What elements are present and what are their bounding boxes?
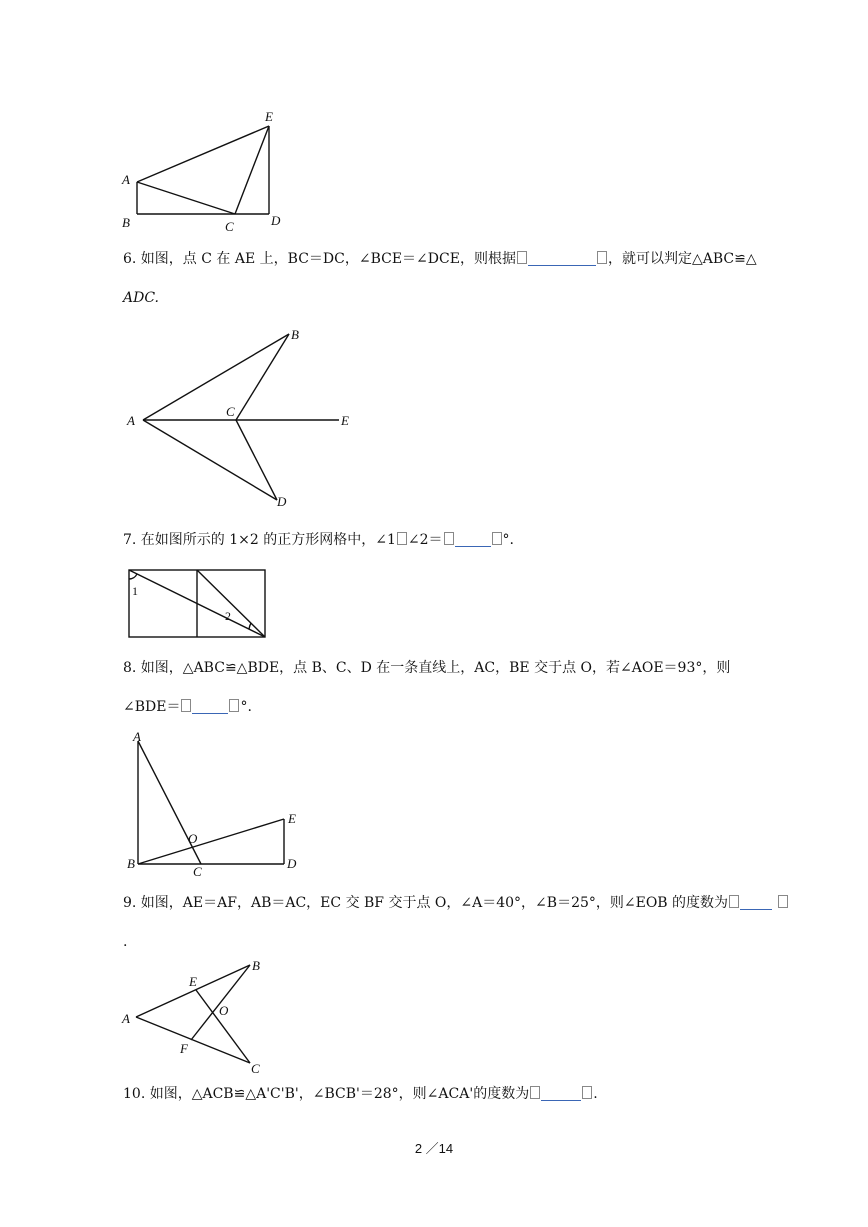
diagonal-short [197, 570, 265, 637]
question-8 [123, 658, 730, 678]
question-10 [123, 1084, 598, 1104]
missing-glyph-box [582, 1086, 592, 1099]
label-a: A [122, 1011, 130, 1026]
q7-answer-blank[interactable] [455, 531, 491, 547]
angle-1-arc [129, 574, 137, 579]
figure-q8 [123, 728, 313, 878]
q8-text-b: ∠BDE＝ [123, 699, 181, 715]
q6-text-b: ，就可以判定△ABC≌△ [607, 251, 757, 267]
missing-glyph-box [530, 1086, 540, 1099]
question-8-cont [123, 697, 252, 717]
label-b: B [122, 215, 130, 230]
missing-glyph-box [778, 895, 788, 908]
segment-ae [137, 126, 269, 182]
label-b: B [127, 856, 135, 871]
angle-2-arc [249, 623, 251, 629]
figure-q7 [123, 565, 273, 645]
label-f: F [180, 1041, 188, 1056]
label-c: C [226, 404, 235, 419]
segment-ab [143, 334, 289, 420]
label-o: O [219, 1003, 229, 1018]
missing-glyph-box [597, 251, 607, 264]
label-o: O [188, 831, 198, 846]
q6-text-a: 6. 如图，点 C 在 AE 上，BC＝DC，∠BCE＝∠DCE，则根据 [123, 251, 516, 267]
missing-glyph-box [181, 699, 191, 712]
question-9-cont [123, 932, 127, 952]
q9-answer-blank[interactable] [740, 894, 772, 910]
label-e: E [265, 109, 273, 124]
segment-ce [235, 126, 269, 214]
q10-text-b: . [593, 1086, 598, 1102]
q9-text-a: 9. 如图，AE＝AF，AB＝AC，EC 交 BF 交于点 O，∠A＝40°，∠B＝25°，则∠EOB 的度数为 [123, 895, 729, 911]
q10-text-a: 10. 如图，△ACB≌△A'C'B'，∠BCB'＝28°，则∠ACA'的度数为 [123, 1086, 530, 1102]
label-a: A [127, 413, 135, 428]
question-7 [123, 530, 514, 550]
label-c: C [251, 1061, 260, 1076]
q8-text-c: °. [240, 699, 252, 715]
label-a: A [122, 172, 130, 187]
segment-ac [137, 182, 235, 214]
label-a: A [133, 729, 141, 744]
figure-q6 [123, 325, 363, 515]
segment-be [138, 819, 284, 864]
segment-bc [236, 334, 289, 420]
figure-q5 [118, 105, 298, 240]
missing-glyph-box [729, 895, 739, 908]
q8-text-a: 8. 如图，△ABC≌△BDE，点 B、C、D 在一条直线上，AC，BE 交于点 O，若∠AOE＝93°，则 [123, 660, 731, 676]
q10-answer-blank[interactable] [541, 1085, 581, 1101]
question-6 [123, 249, 757, 269]
q7-text-a: 7. 在如图所示的 1×2 的正方形网格中，∠1 [123, 532, 396, 548]
label-d: D [271, 213, 281, 228]
angle-1-label: 1 [132, 584, 138, 598]
q8-answer-blank[interactable] [192, 698, 228, 714]
question-6-cont [123, 288, 159, 308]
angle-2-label: 2 [225, 609, 231, 623]
label-b: B [291, 327, 299, 342]
label-d: D [287, 856, 297, 871]
missing-glyph-box [517, 251, 527, 264]
label-c: C [193, 864, 202, 879]
label-b: B [252, 958, 260, 973]
missing-glyph-box [397, 532, 407, 545]
q7-text-b: ∠2＝ [407, 532, 443, 548]
q6-answer-blank[interactable] [528, 250, 596, 266]
question-9 [123, 893, 789, 913]
label-e: E [341, 413, 349, 428]
figure-q9 [120, 955, 280, 1075]
missing-glyph-box [492, 532, 502, 545]
segment-ab [136, 965, 250, 1017]
q7-text-c: °. [502, 532, 514, 548]
label-e: E [288, 811, 296, 826]
label-c: C [225, 219, 234, 234]
q6-text-c: ADC. [123, 290, 159, 306]
missing-glyph-box [229, 699, 239, 712]
missing-glyph-box [444, 532, 454, 545]
q9-text-b: . [123, 934, 128, 950]
page-number: 2 ／14 [414, 1141, 454, 1156]
label-d: D [277, 494, 287, 509]
label-e: E [189, 974, 197, 989]
